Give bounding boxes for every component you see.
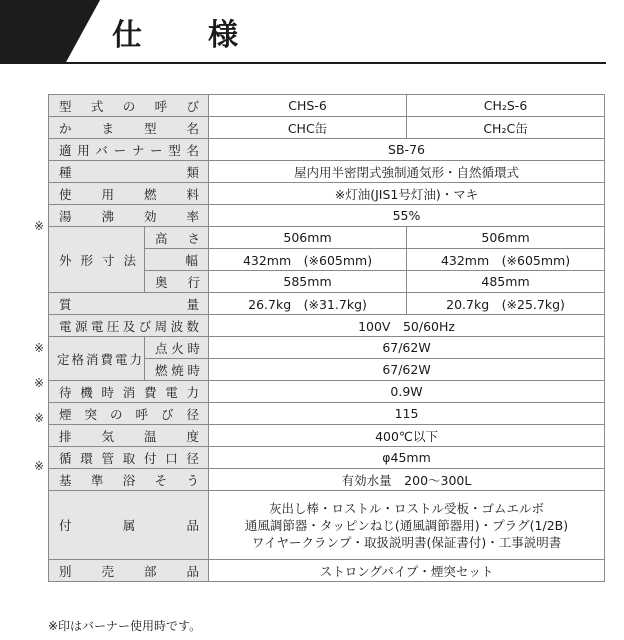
sub-label: 奥行 — [145, 271, 209, 293]
row-label: 型式の呼び — [49, 95, 209, 117]
cell-value: ストロングパイプ・煙突セット — [209, 560, 605, 582]
cell-value: 0.9W — [209, 381, 605, 403]
cell-value: 506mm — [407, 227, 605, 249]
table-row — [49, 183, 605, 205]
table-row — [49, 205, 605, 227]
cell-value: 432mm (※605mm) — [209, 249, 407, 271]
sub-label: 幅 — [145, 249, 209, 271]
page-title: 仕 様 — [112, 18, 256, 53]
row-label: かま型名 — [49, 117, 209, 139]
row-label: 適用バーナー型名 — [49, 139, 209, 161]
cell-value: φ45mm — [209, 447, 605, 469]
cell-value: 115 — [209, 403, 605, 425]
table-row — [49, 117, 605, 139]
table-row — [49, 469, 605, 491]
cell-value: 55% — [209, 205, 605, 227]
table-row — [49, 447, 605, 469]
row-label: 待機時消費電力 — [49, 381, 209, 403]
cell-value: 20.7kg (※25.7kg) — [407, 293, 605, 315]
cell-value: SB-76 — [209, 139, 605, 161]
cell-value: CH₂S-6 — [407, 95, 605, 117]
cell-value: 67/62W — [209, 337, 605, 359]
table-row — [49, 381, 605, 403]
accessories-cell — [209, 491, 605, 560]
table-row — [49, 560, 605, 582]
accessories-line: ワイヤークランプ・取扱説明書(保証書付)・工事説明書 — [251, 534, 562, 550]
accessories-line: 灰出し棒・ロストル・ロストル受板・ゴムエルボ — [269, 500, 545, 516]
table-row — [49, 139, 605, 161]
cell-value: CHS-6 — [209, 95, 407, 117]
cell-value: 432mm (※605mm) — [407, 249, 605, 271]
sub-label: 点火時 — [145, 337, 209, 359]
table-row — [49, 161, 605, 183]
row-label: 基準浴そう — [49, 469, 209, 491]
group-label: 外形寸法 — [49, 227, 145, 293]
sub-label: 高さ — [145, 227, 209, 249]
row-label: 湯沸効率 — [49, 205, 209, 227]
cell-value: 485mm — [407, 271, 605, 293]
burner-mark-efficiency: ※ — [34, 219, 45, 233]
row-label: 使用燃料 — [49, 183, 209, 205]
sub-label: 燃焼時 — [145, 359, 209, 381]
row-label: 質量 — [49, 293, 209, 315]
cell-value: 100V 50/60Hz — [209, 315, 605, 337]
cell-value: 585mm — [209, 271, 407, 293]
table-row — [49, 293, 605, 315]
row-label: 種類 — [49, 161, 209, 183]
header-accent-block — [0, 0, 100, 64]
burner-mark-rated-power: ※ — [34, 376, 45, 390]
burner-mark-power-supply: ※ — [34, 341, 45, 355]
table-row — [49, 403, 605, 425]
cell-value: 67/62W — [209, 359, 605, 381]
cell-value: 屋内用半密閉式強制通気形・自然循環式 — [209, 161, 605, 183]
row-label: 付属品 — [49, 491, 209, 560]
cell-value: CH₂C缶 — [407, 117, 605, 139]
table-row — [49, 425, 605, 447]
row-label: 循環管取付口径 — [49, 447, 209, 469]
table-row — [49, 491, 605, 560]
cell-value: 有効水量 200〜300L — [209, 469, 605, 491]
burner-mark-standby: ※ — [34, 411, 45, 425]
cell-value: ※灯油(JIS1号灯油)・マキ — [209, 183, 605, 205]
footnote: ※印はバーナー使用時です。 — [48, 619, 202, 633]
cell-value: 506mm — [209, 227, 407, 249]
table-row — [49, 227, 605, 249]
table-row — [49, 95, 605, 117]
row-label: 排気温度 — [49, 425, 209, 447]
table-row — [49, 337, 605, 359]
cell-value: CHC缶 — [209, 117, 407, 139]
header-rule — [0, 62, 606, 64]
row-label: 煙突の呼び径 — [49, 403, 209, 425]
cell-value: 400℃以下 — [209, 425, 605, 447]
table-row — [49, 315, 605, 337]
row-label: 別売部品 — [49, 560, 209, 582]
accessories-line: 通風調節器・タッピンねじ(通風調節器用)・プラグ(1/2B) — [244, 517, 569, 533]
burner-mark-exhaust: ※ — [34, 459, 45, 473]
row-label: 電源電圧及び周波数 — [49, 315, 209, 337]
spec-table — [48, 94, 605, 582]
group-label: 定格消費電力 — [49, 337, 145, 381]
cell-value: 26.7kg (※31.7kg) — [209, 293, 407, 315]
